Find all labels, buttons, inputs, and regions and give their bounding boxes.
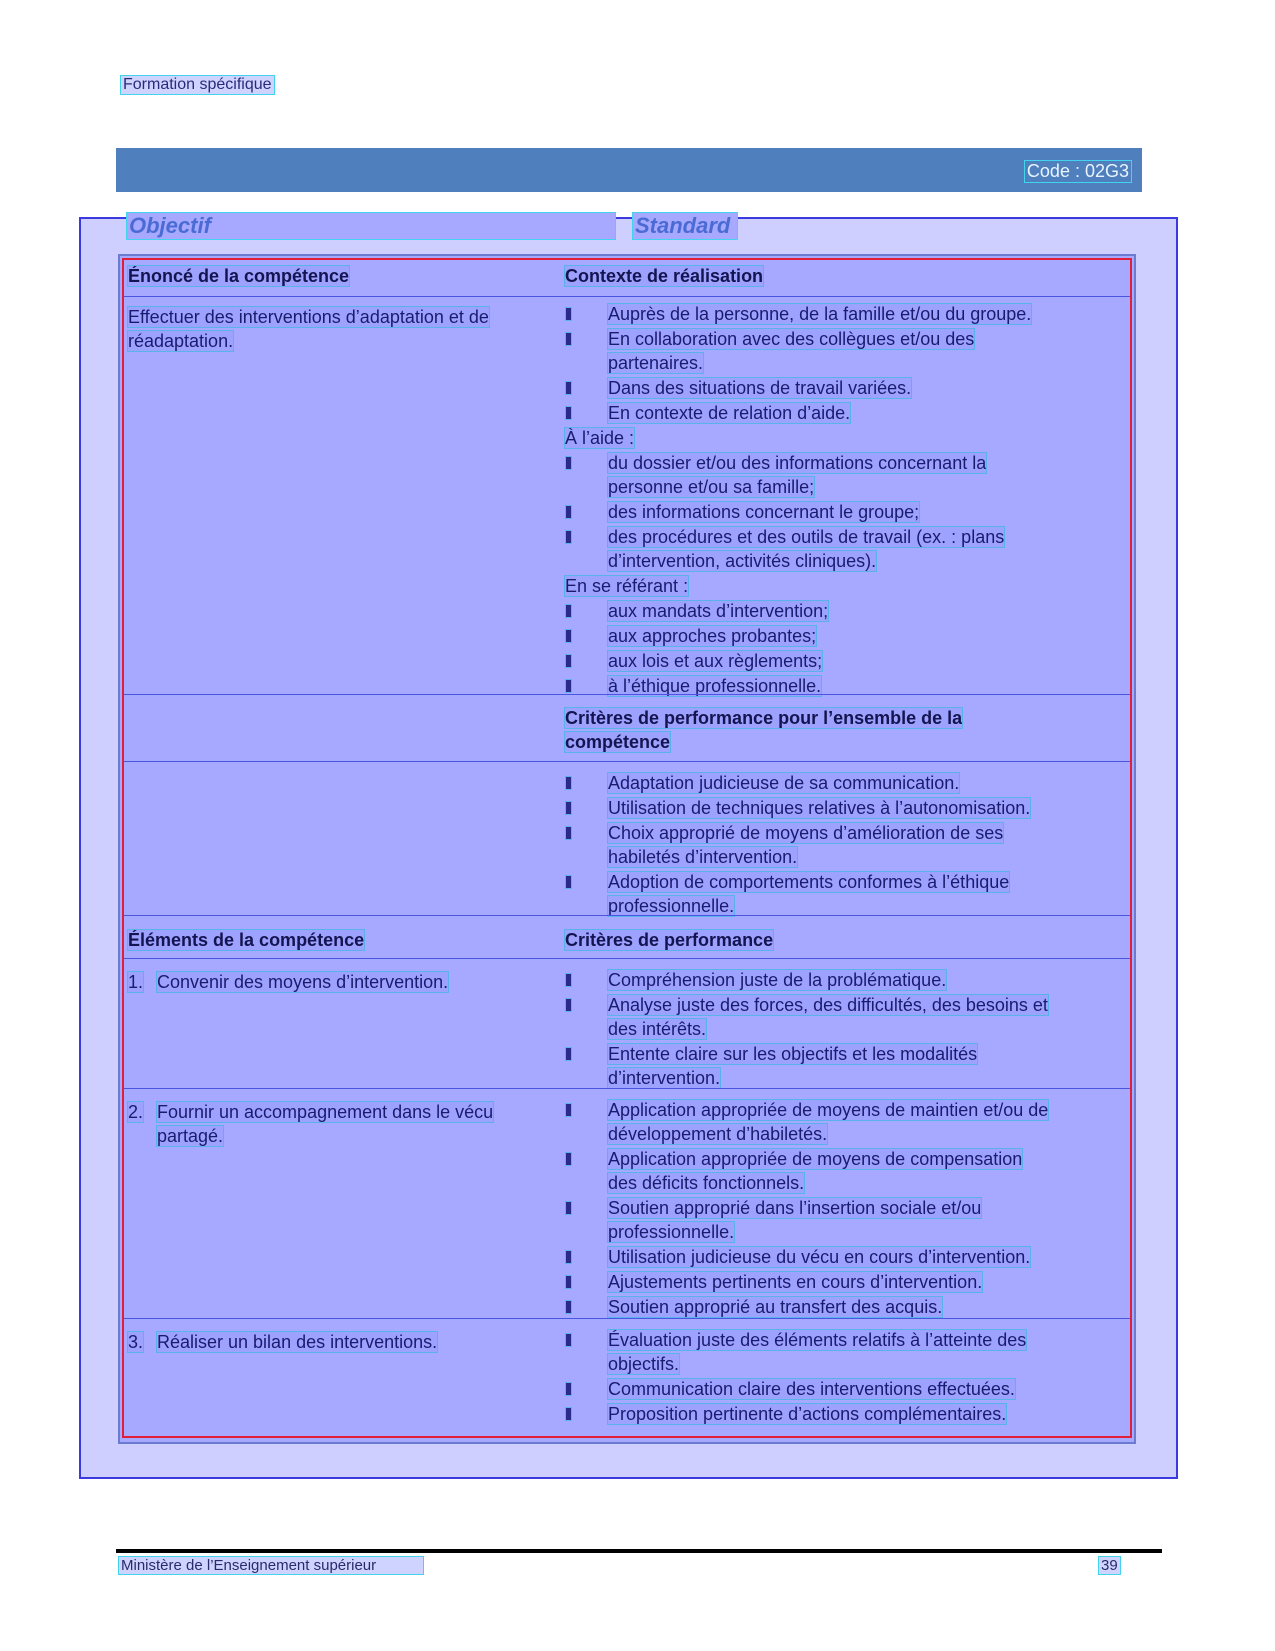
contexte-item (608, 376, 911, 400)
element-text-text: Convenir des moyens d’intervention. (157, 972, 449, 992)
contexte-item (608, 401, 850, 425)
contexte-12-bullet-icon (566, 680, 571, 692)
element-1-critere-item (608, 1017, 706, 1041)
critere-ensemble-item-text: Utilisation de techniques relatives à l’autonomisation. (608, 798, 1031, 818)
divider-criteres-title (124, 761, 1130, 762)
element-2-critere-0-bullet-icon (566, 1104, 571, 1116)
contexte-item-text: En contexte de relation d’aide. (608, 403, 851, 423)
contexte-1-bullet-icon (566, 333, 571, 345)
element-text (157, 1100, 493, 1124)
element-3-critere-item-text: objectifs. (608, 1354, 680, 1374)
enonce-text (128, 305, 489, 329)
critere-ensemble-item (608, 870, 1009, 894)
contexte-6-bullet-icon (566, 506, 571, 518)
criteres-ensemble-title-text: Critères de performance pour l’ensemble de la (565, 708, 963, 728)
element-3-critere-item (608, 1328, 1026, 1352)
element-2-critere-item (608, 1196, 981, 1220)
contexte-7-bullet-icon (566, 531, 571, 543)
element-3-critere-item-text: Évaluation juste des éléments relatifs à l’atteinte des (608, 1330, 1027, 1350)
element-2-critere-1-bullet-icon (566, 1153, 571, 1165)
contexte-item-text: aux lois et aux règlements; (608, 651, 823, 671)
element-2-critere-5-bullet-icon (566, 1301, 571, 1313)
contexte-item-text: Auprès de la personne, de la famille et/ou du groupe. (608, 304, 1032, 324)
contexte-item-text: À l’aide : (565, 428, 635, 448)
contexte-title (565, 264, 763, 288)
enonce-text (128, 329, 233, 353)
column-title-standard: Standard (632, 212, 738, 240)
element-1-critere-item-text: Analyse juste des forces, des difficultés, des besoins et (608, 995, 1048, 1015)
contexte-10-bullet-icon (566, 630, 571, 642)
enonce-title-text: Énoncé de la compétence (128, 266, 350, 286)
critere-ensemble-item-text: Choix approprié de moyens d’amélioration de ses (608, 823, 1004, 843)
contexte-item (608, 302, 1031, 326)
critere-ensemble-item-text: professionnelle. (608, 896, 735, 916)
element-text (157, 1124, 223, 1148)
element-2-critere-item-text: Utilisation judicieuse du vécu en cours d’intervention. (608, 1247, 1031, 1267)
divider-criteres (124, 915, 1130, 916)
contexte-item (608, 351, 703, 375)
contexte-item-text: du dossier et/ou des informations concernant la (608, 453, 987, 473)
criteres-ensemble-title (565, 730, 670, 754)
element-2-critere-item (608, 1245, 1030, 1269)
element-1-critere-2-bullet-icon (566, 1048, 571, 1060)
element-2-critere-item-text: Soutien approprié dans l’insertion sociale et/ou (608, 1198, 982, 1218)
critere-ensemble-3-bullet-icon (566, 876, 571, 888)
contexte-item (565, 426, 634, 450)
elements-title (128, 928, 364, 952)
contexte-item-text: des procédures et des outils de travail (ex. : plans (608, 527, 1005, 547)
contexte-item (565, 574, 688, 598)
element-2-critere-item-text: Application appropriée de moyens de compensation (608, 1149, 1023, 1169)
element-number (128, 1330, 143, 1354)
critere-ensemble-item (608, 821, 1003, 845)
critere-ensemble-item (608, 845, 797, 869)
divider-header (124, 296, 1130, 297)
critere-ensemble-item-text: Adoption de comportements conformes à l’éthique (608, 872, 1010, 892)
competence-code: Code : 02G3 (1024, 160, 1132, 183)
criteres-title-text: Critères de performance (565, 930, 774, 950)
contexte-11-bullet-icon (566, 655, 571, 667)
element-2-critere-item (608, 1270, 982, 1294)
element-1-critere-item-text: Entente claire sur les objectifs et les modalités (608, 1044, 978, 1064)
element-text-text: Réaliser un bilan des interventions. (157, 1332, 438, 1352)
element-2-critere-item (608, 1220, 734, 1244)
enonce-text-text: Effectuer des interventions d’adaptation et de (128, 307, 489, 327)
element-1-critere-item (608, 1066, 720, 1090)
contexte-0-bullet-icon (566, 308, 571, 320)
element-3-critere-item (608, 1352, 679, 1376)
critere-ensemble-0-bullet-icon (566, 777, 571, 789)
element-2-critere-item (608, 1147, 1022, 1171)
element-2-critere-item-text: développement d’habiletés. (608, 1124, 828, 1144)
element-1-critere-item (608, 1042, 977, 1066)
contexte-item (608, 327, 974, 351)
contexte-item-text: aux approches probantes; (608, 626, 817, 646)
contexte-item-text: à l’éthique professionnelle. (608, 676, 822, 696)
contexte-item-text: personne et/ou sa famille; (608, 477, 815, 497)
critere-ensemble-1-bullet-icon (566, 802, 571, 814)
divider-element-1 (124, 1088, 1130, 1089)
element-number-text: 3. (128, 1332, 144, 1352)
contexte-item-text: En se référant : (565, 576, 689, 596)
element-text (157, 970, 448, 994)
code-bar (116, 148, 1142, 192)
critere-ensemble-item-text: habiletés d’intervention. (608, 847, 798, 867)
element-2-critere-item (608, 1295, 942, 1319)
contexte-item-text: d’intervention, activités cliniques). (608, 551, 877, 571)
critere-ensemble-item (608, 771, 959, 795)
element-2-critere-3-bullet-icon (566, 1251, 571, 1263)
element-text-text: Fournir un accompagnement dans le vécu (157, 1102, 494, 1122)
element-1-critere-1-bullet-icon (566, 999, 571, 1011)
contexte-item (608, 649, 822, 673)
contexte-item-text: partenaires. (608, 353, 704, 373)
element-3-critere-item-text: Proposition pertinente d’actions complémentaires. (608, 1404, 1007, 1424)
page-header-title: Formation spécifique (120, 75, 275, 95)
footer-rule (116, 1549, 1162, 1553)
element-text-text: partagé. (157, 1126, 224, 1146)
footer-ministry: Ministère de l’Enseignement supérieur (118, 1556, 424, 1575)
contexte-title-text: Contexte de réalisation (565, 266, 764, 286)
element-3-critere-2-bullet-icon (566, 1408, 571, 1420)
element-2-critere-item (608, 1171, 804, 1195)
contexte-3-bullet-icon (566, 407, 571, 419)
element-1-critere-item-text: Compréhension juste de la problématique. (608, 970, 947, 990)
element-2-critere-item (608, 1098, 1048, 1122)
element-text (157, 1330, 437, 1354)
divider-contexte (124, 694, 1130, 695)
element-1-critere-item (608, 968, 946, 992)
element-1-critere-0-bullet-icon (566, 974, 571, 986)
critere-ensemble-item (608, 796, 1030, 820)
contexte-item (608, 500, 919, 524)
contexte-9-bullet-icon (566, 605, 571, 617)
element-2-critere-item-text: professionnelle. (608, 1222, 735, 1242)
element-1-critere-item (608, 993, 1048, 1017)
critere-ensemble-item-text: Adaptation judicieuse de sa communication. (608, 773, 960, 793)
contexte-item (608, 624, 816, 648)
element-3-critere-1-bullet-icon (566, 1383, 571, 1395)
element-2-critere-4-bullet-icon (566, 1276, 571, 1288)
element-number-text: 2. (128, 1102, 144, 1122)
contexte-item (608, 525, 1004, 549)
contexte-item (608, 451, 986, 475)
contexte-item (608, 475, 814, 499)
divider-element-2 (124, 1318, 1130, 1319)
element-3-critere-0-bullet-icon (566, 1334, 571, 1346)
element-2-critere-item-text: Application appropriée de moyens de maintien et/ou de (608, 1100, 1049, 1120)
enonce-title (128, 264, 349, 288)
enonce-text-text: réadaptation. (128, 331, 234, 351)
element-1-critere-item-text: d’intervention. (608, 1068, 721, 1088)
contexte-item-text: aux mandats d’intervention; (608, 601, 829, 621)
critere-ensemble-2-bullet-icon (566, 827, 571, 839)
contexte-item (608, 599, 828, 623)
element-2-critere-item-text: des déficits fonctionnels. (608, 1173, 805, 1193)
element-number-text: 1. (128, 972, 144, 992)
contexte-2-bullet-icon (566, 382, 571, 394)
criteres-title (565, 928, 773, 952)
element-3-critere-item-text: Communication claire des interventions effectuées. (608, 1379, 1015, 1399)
element-3-critere-item (608, 1402, 1006, 1426)
element-2-critere-item-text: Soutien approprié au transfert des acquis. (608, 1297, 943, 1317)
element-number (128, 970, 143, 994)
criteres-ensemble-title (565, 706, 962, 730)
element-2-critere-2-bullet-icon (566, 1202, 571, 1214)
contexte-item-text: des informations concernant le groupe; (608, 502, 920, 522)
criteres-ensemble-title-text: compétence (565, 732, 671, 752)
element-3-critere-item (608, 1377, 1015, 1401)
column-title-objectif: Objectif (126, 212, 616, 240)
contexte-item-text: En collaboration avec des collègues et/ou des (608, 329, 975, 349)
page-number: 39 (1098, 1556, 1121, 1575)
element-2-critere-item (608, 1122, 827, 1146)
element-2-critere-item-text: Ajustements pertinents en cours d’intervention. (608, 1272, 983, 1292)
element-1-critere-item-text: des intérêts. (608, 1019, 707, 1039)
contexte-5-bullet-icon (566, 457, 571, 469)
element-number (128, 1100, 143, 1124)
divider-elements-header (124, 958, 1130, 959)
contexte-item (608, 549, 876, 573)
contexte-item-text: Dans des situations de travail variées. (608, 378, 912, 398)
elements-title-text: Éléments de la compétence (128, 930, 365, 950)
